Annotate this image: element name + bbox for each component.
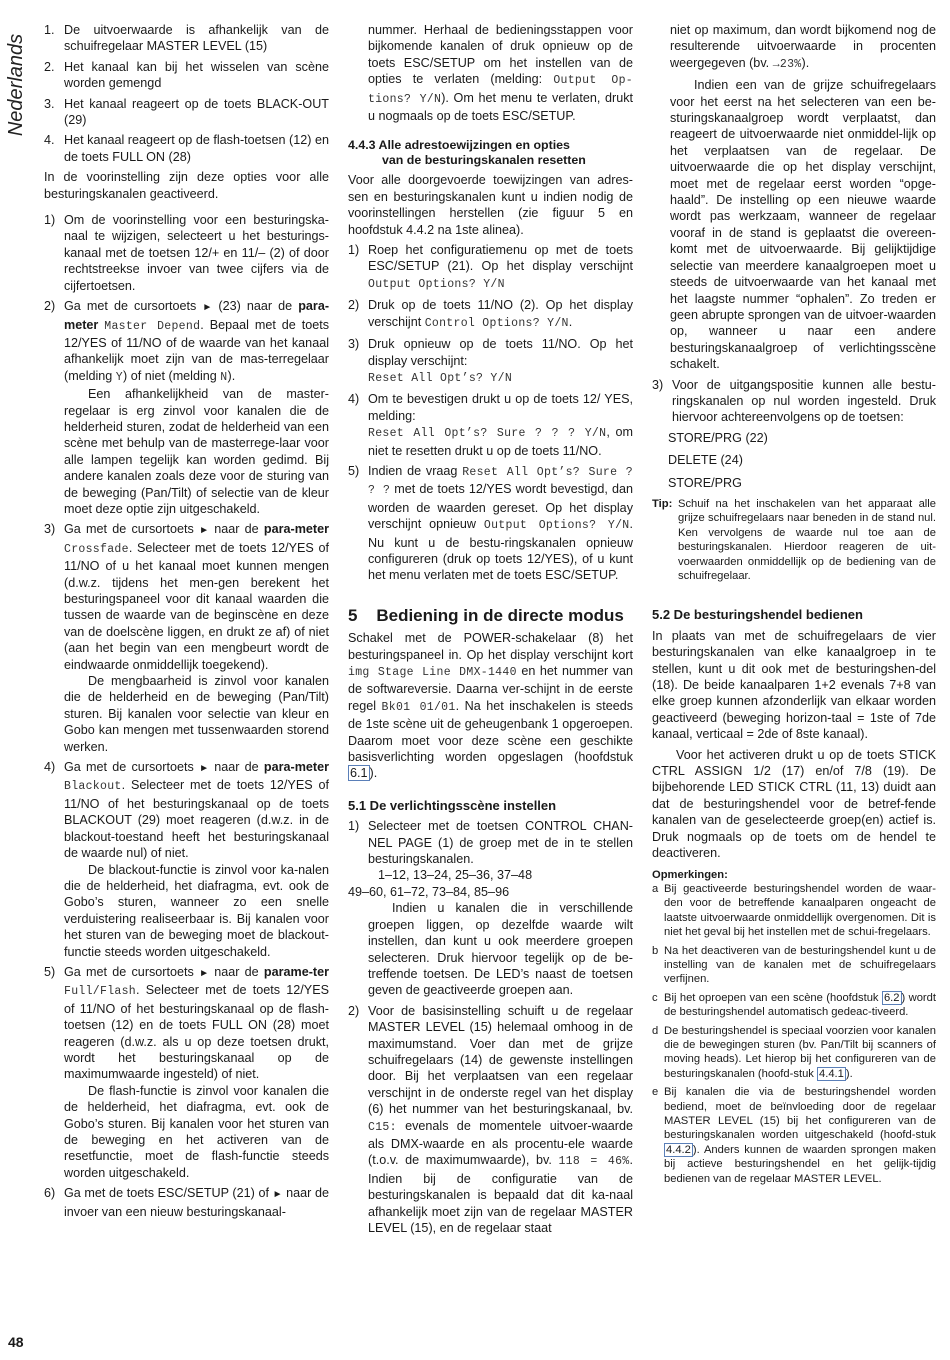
step-item: 2) Ga met de cursortoets ► (23) naar de para-meter Master Depend. Bepaal met de toets 12/YES of 11/NO of de waarde van het kanaal afhankelijk moet zijn van de mas-terregelaar (melding Y) of niet (melding N). Een afhankelijkheid van de master-regelaar is erg zinvol voor kanalen die de helderheid sturen, zodat de helderheid van een scène met behulp van de masterrege-laar voor alle lampen tegelijk kan worden gedimd. Bij andere kanalen zoals deze voor de sturing van de beweging (Pan/Tilt) of selectie van de kleur moet deze optie zijn uitgeschakeld. [44,299,330,516]
step-item: 5) Indien de vraag Reset All Opt’s? Sure ? ? ? met de toets 12/YES wordt bevestigd, dan worden de waarden gereset. Op het display verschijnt opnieuw Output Options? Y/N. Nu kunt u de bestu-ringskanalen opnieuw configureren (druk op toets 12/YES), of u kunt het menu verlaten met de toets ESC/SETUP. [348,463,633,583]
paragraph: Indien een van de grijze schuifregelaars voor het eerst na het selecteren van een be-sturingskanaalgroep wordt verplaatst, dan reageert de uitvoerwaarde niet onmiddel-lijk op het verplaatsen van de regelaar. De uitvoerwaarde die op het display verschijnt, moet met de regelaar eerst worden “opge-haald”. De instelling op een nieuwe waarde wordt pas werkzaam, wanneer de regelaar vooraf in de stand is geplaatst die overeen-komt met de uitvoerwaarde. Bij gelijktijdige selectie van meerdere kanaalgroepen moet u steeds de uitvoerwaarde van het kanaal met het laagste nummer “ophalen”. Zo treden er geen abrupte sprongen van de uitvoer-waarden op, wanneer u naar een andere besturingskanaalgroep of verlichtingsscène schakelt. [670,78,936,372]
note-item: a Bij geactiveerde besturingshendel worden de waar-den voor de betreffende kanaalparen ongeacht de laatste uitvoerwaarde onmiddellijk overgenomen. Dit is niet het geval bij het instellen met de schui-fregelaars. [652,882,936,939]
step-item: 6) Ga met de toets ESC/SETUP (21) of ► naar de invoer van een nieuw besturingskanaal- [44,1186,330,1219]
paragraph: In plaats van met de schuifregelaars de vier besturingskanalen van elke kanaalgroep in te stellen, kunt u dit ook met de besturingshen-del (18). De beide kanaalparen 1+2 evenals 7+8 van elke groep kunnen afzonderlijk van elkaar worden geactiveerd (beweging horizon-taal = 1ste of 7de kanaal, verticaal = 2de of 8ste kanaal). [652,628,936,742]
section-heading-4-4-3: 4.4.3 Alle adrestoewijzingen en opties van de besturingskanalen resetten [348,138,586,168]
step-item: 1) Roep het configuratiemenu op met de toets ESC/SETUP (21). Op het display verschijnt Output Options? Y/N [348,243,633,291]
arrow-right-icon: ► [272,1189,283,1201]
section-heading-5-2: 5.2 De besturingshendel bedienen [652,607,863,623]
note-item: e Bij kanalen die via de besturingshendel worden bediend, moet de beïnvloeding door de regelaar MASTER LEVEL (15) bij het configureren van de besturingskanalen worden uitgeschakeld (hoofd-stuk 4.4.2 ). Anders kunnen de waarden sprongen maken bij actieve besturingshendel en het gelijk-tijdig bedienen van de regelaar MASTER LEVEL. [652,1086,936,1185]
arrow-right-icon: ► [199,763,209,775]
step-item: 3) Ga met de cursortoets ► naar de para-meter Crossfade. Selecteer met de toets 12/YES of 11/NO of u het kanaal moet kunnen mengen (d.w.z. tijdens het men-gen berekent het besturingspaneel voor dit kanaal waarden die tussen de waarde van de beginscène en deze van de doelscène liggen, en drukt ze af) of niet (aan het begin van een mengbeurt wordt de eindwaarde onmiddellijk toegekend). De mengbaarheid is zinvol voor kanalen die de helderheid en de beweging (Pan/Tilt) sturen. Bij kanalen voor selectie van kleur en Gobo kan mengen met tussenwaarden storend werken. [44,522,330,754]
key-label: DELETE (24) [668,453,743,468]
page-number: 48 [8,1334,24,1350]
chapter-link[interactable]: 6.1 [350,766,368,781]
column-3 [652,22,936,1190]
step-item: 1) Om de voorinstelling voor een besturingska-naal te wijzigen, selecteert u het besturings-kanaal met de toetsen 12/+ en 11/– (2) of door rechtstreekse invoer van twee cijfers via de cijfertoetsen. [44,213,329,293]
paragraph: nummer. Herhaal de bedieningsstappen voor bijkomende kanalen of druk opnieuw op de toets ESC/SETUP om het instellen van de opties te verlaten (melding: Output Op-tions? Y/N). Om het menu te verlaten, drukt u nogmaals op de toets ESC/SETUP. [368,23,633,124]
paragraph: De blackout-functie is zinvol voor ka-nalen die de helderheid, het diafragma, evt. ook de Gobo’s sturen, wanneer zo een snelle verduistering realiseerbaar is. Bij kanalen voor het sturen van de beweging moet de blackout-functie steeds worden uitgeschakeld. [64,862,329,959]
section-heading-5-1: 5.1 De verlichtingsscène instellen [348,797,557,813]
arrow-right-icon: ► [199,525,209,537]
option-list [44,22,329,165]
paragraph: niet op maximum, dan wordt bijkomend nog de resulterende uitvoerwaarde in procenten weergegeven (bv. →23%). [670,23,936,71]
language-label: Nederlands [4,33,27,137]
list-item: 4. Het kanaal reageert op de flash-toetsen (12) en de toets FULL ON (28) [44,133,329,164]
step-item: 3) Druk opnieuw op de toets 11/NO. Op het display verschijnt: Reset All Opt’s? Y/N [348,337,633,385]
step-item: 2) Voor de basisinstelling schuift u de regelaar MASTER LEVEL (15) helemaal omhoog in de maximumstand. Voer dan met de grijze schuifregelaars (14) de gewenste instellingen door. Bij het verplaatsen van een regelaar verschijnt in de onderste regel van het display (6) het nummer van het besturingskanaal, bv. C15: evenals de momentele uitvoer-waarde als DMX-waarde en als procentu-ele waarde (t.o.v. de maximumwaarde), bv. 118 = 46%. Indien bij de configuratie van de besturingskanalen is bepaald dat dit ka-naal afhankelijk moet zijn van de regelaar MASTER LEVEL (15), en de regelaar staat [348,1003,634,1235]
tip-note: Tip: Schuif na het inschakelen van het apparaat alle grijze schuifregelaars naar beneden in de stand nul. Ken vervolgens de waarde nul toe aan de besturingskanalen. Hierdoor reageren de uit-voerwaarden onmiddellijk op de bediening van de schuifregelaar. [652,497,936,582]
paragraph: Indien u kanalen die in verschillende groepen liggen, op dezelfde waarde wilt instellen, dan kunt u ook meerdere groepen selecteren. Druk hiervoor tegelijk op de be-treffende toetsen. De LED’s naast de toetsen geven de geactiveerde groepen aan. [368,901,633,998]
column-1 [44,22,329,1224]
note-item: b Na het deactiveren van de besturingshendel kunt u de instelling van de kanalen met de schuifregelaars verfijnen. [652,944,936,986]
paragraph: Een afhankelijkheid van de master-regelaar is erg zinvol voor kanalen die de helderheid sturen, zodat de helderheid van een scène met behulp van de masterrege-laar voor alle lampen tegelijk kan worden gedimd. Bij andere kanalen zoals deze voor de sturing van de beweging (Pan/Tilt) of selectie van de kleur moet deze optie zijn uitgeschakeld. [64,387,329,516]
key-label: STORE/PRG [668,475,742,490]
key-sequence [652,430,936,491]
language-tab [4,20,28,150]
chapter-link[interactable]: 4.4.2 [666,1143,691,1156]
key-label: STORE/PRG (22) [668,430,768,445]
note-item: d De besturingshendel is speciaal voorzien voor kanalen die de bewegingen sturen (bv. Pan/Tilt bij scanners of moving heads). Let hierop bij het configureren van de besturingskanalen (hoofd-stuk 4.4.1 ). [652,1024,936,1080]
arrow-right-icon: ► [199,967,209,979]
list-item: 1. De uitvoerwaarde is afhankelijk van de schuifregelaar MASTER LEVEL (15) [44,23,329,54]
list-item: 2. Het kanaal kan bij het wisselen van scène worden gemengd [44,59,329,91]
paragraph: De mengbaarheid is zinvol voor kanalen die de helderheid en de beweging (Pan/Tilt) sturen. Bij kanalen voor selectie van kleur en Gobo kan mengen met tussenwaarden storend werken. [64,674,329,754]
list-item: 3. Het kanaal reageert op de toets BLACK-OUT (29) [44,96,329,128]
column-2 [348,22,633,1240]
paragraph: Schakel met de POWER-schakelaar (8) het besturingspaneel in. Op het display verschijnt kort img Stage Line DMX-1440 en het nummer van de softwareversie. Daarna ver-schijnt in de eerste regel Bk01 01/01. Na het inschakelen is steeds de 1ste scène uit de geheugenbank 1 opgeroepen. Daarom moet voor deze scène een geschikte basisverlichting worden opgeslagen (hoofdstuk 6.1 ). [348,631,634,781]
notes-title: Opmerkingen: [652,868,728,881]
paragraph: Voor het activeren drukt u op de toets STICK CTRL ASSIGN 1/2 (17) en/of 7/8 (19). De bijbehorende LED STICK CTRL (11, 13) duidt aan dat de besturingshendel voor de betref-fende kanalen van de geselecteerde groep(en) actief is. Druk nogmaals op de toets om de hendel te deactiveren. [652,747,936,861]
paragraph: De flash-functie is zinvol voor kanalen die de helderheid, het diafragma, evt. ook de Gobo’s sturen. Bij kanalen voor het sturen van de beweging en het activeren van de resetfunctie, moet de flash-functie steeds worden uitgeschakeld. [64,1083,329,1180]
note-item: c Bij het oproepen van een scène (hoofdstuk 6.2 ) wordt de besturingshendel automatisch gedeac-tiveerd. [652,991,936,1019]
step-item: 4) Om te bevestigen drukt u op de toets 12/ YES, melding: Reset All Opt’s? Sure ? ? ? Y/N, om niet te resetten drukt u op de toets 11/NO. [348,392,633,458]
step-item: 1) Selecteer met de toetsen CONTROL CHAN-NEL PAGE (1) de groep met de in te stellen besturingskanalen. 1–12, 13–24, 25–36, 37–48 49–60, 61–72, 73–84, 85–96 Indien u kanalen die in verschillende groepen liggen, op dezelfde waarde wilt instellen, dan kunt u ook meerdere groepen selecteren. Druk hiervoor tegelijk op de be-treffende toetsen. De LED’s naast de toetsen geven de geactiveerde groepen aan. [348,819,633,998]
paragraph: Voor alle doorgevoerde toewijzingen van adres-sen en besturingskanalen kunt u indien nodig de voorinstellingen herstellen (zie figuur 5 en hoofdstuk 4.4.2 na 1ste alinea). [348,173,633,237]
step-item: 4) Ga met de cursortoets ► naar de para-meter Blackout. Selecteer met de toets 12/YES of 11/NO of het besturingskanaal op de toets BLACKOUT (29) moet reageren (d.w.z. in de blackout-toestand heeft het besturingskanaal de waarde nul) of niet. De blackout-functie is zinvol voor ka-nalen die de helderheid, het diafragma, evt. ook de Gobo’s sturen, wanneer zo een snelle verduistering realiseerbaar is. Bij kanalen voor het sturen van de beweging moet de blackout-functie steeds worden uitgeschakeld. [44,760,330,959]
chapter-link[interactable]: 4.4.1 [819,1067,844,1080]
arrow-right-icon: ► [202,302,213,314]
section-heading-5: 5 Bediening in de directe modus [348,605,624,625]
paragraph: In de voorinstelling zijn deze opties voor alle besturingskanalen geactiveerd. [44,170,329,201]
chapter-link[interactable]: 6.2 [883,991,900,1004]
step-item: 2) Druk op de toets 11/NO (2). Op het display verschijnt Control Options? Y/N. [348,298,633,330]
step-item: 5) Ga met de cursortoets ► naar de parame-ter Full/Flash. Selecteer met de toets 12/YES of 11/NO of het besturingskanaal op de flash-toetsen (12) en de toets FULL ON (28) moet reageren (d.w.z. als u op deze toetsen drukt, wordt het besturingskanaal op de maximumwaarde ingesteld) of niet. De flash-functie is zinvol voor kanalen die de helderheid, het diafragma, evt. ook de Gobo’s sturen. Bij kanalen voor het sturen van de beweging en het activeren van de resetfunctie, moet de flash-functie steeds worden uitgeschakeld. [44,964,330,1180]
step-item: 3) Voor de uitgangspositie kunnen alle bestu-ringskanalen op nul worden ingesteld. Druk hiervoor achtereenvolgens op de toetsen: [652,377,936,425]
